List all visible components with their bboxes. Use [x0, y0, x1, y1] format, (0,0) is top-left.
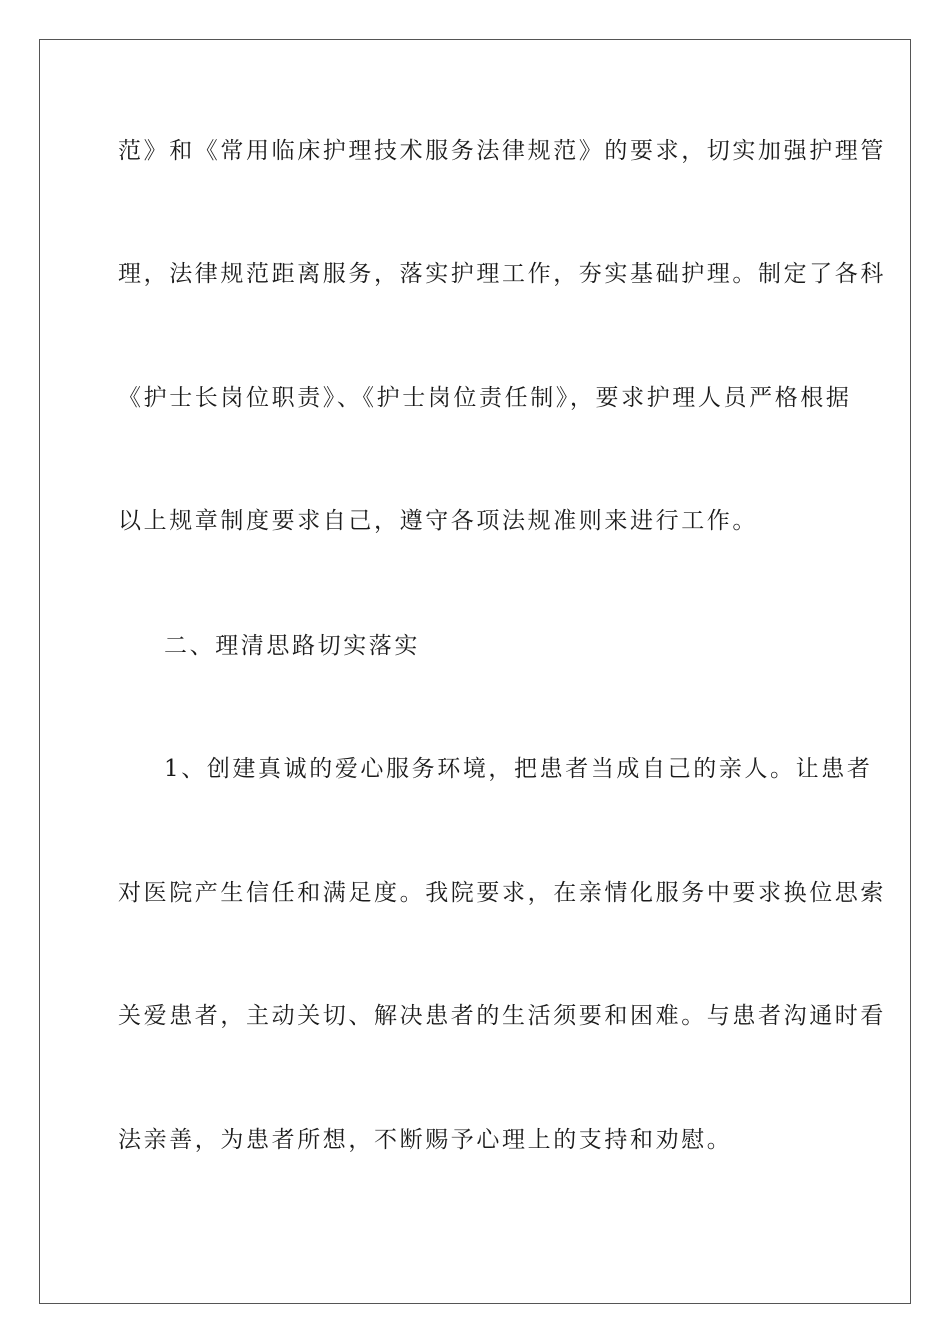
paragraph-line: 法亲善，为患者所想，不断赐予心理上的支持和劝慰。 — [118, 1127, 733, 1153]
paragraph-line: 关爱患者，主动关切、解决患者的生活须要和困难。与患者沟通时看 — [118, 1003, 886, 1029]
paragraph-line: 以上规章制度要求自己，遵守各项法规准则来进行工作。 — [118, 508, 758, 534]
paragraph-line: 《护士长岗位职责》、《护士岗位责任制》，要求护理人员严格根据 — [118, 385, 852, 411]
paragraph-line: 对医院产生信任和满足度。我院要求，在亲情化服务中要求换位思索 — [118, 880, 886, 906]
section-heading: 二、理清思路切实落实 — [164, 633, 420, 659]
paragraph-line: 理，法律规范距离服务，落实护理工作，夯实基础护理。制定了各科 — [118, 261, 886, 287]
paragraph-line: 范》和《常用临床护理技术服务法律规范》的要求，切实加强护理管 — [118, 138, 886, 164]
page-frame — [39, 39, 911, 1304]
paragraph-line: 1、创建真诚的爱心服务环境，把患者当成自己的亲人。让患者 — [164, 756, 873, 782]
